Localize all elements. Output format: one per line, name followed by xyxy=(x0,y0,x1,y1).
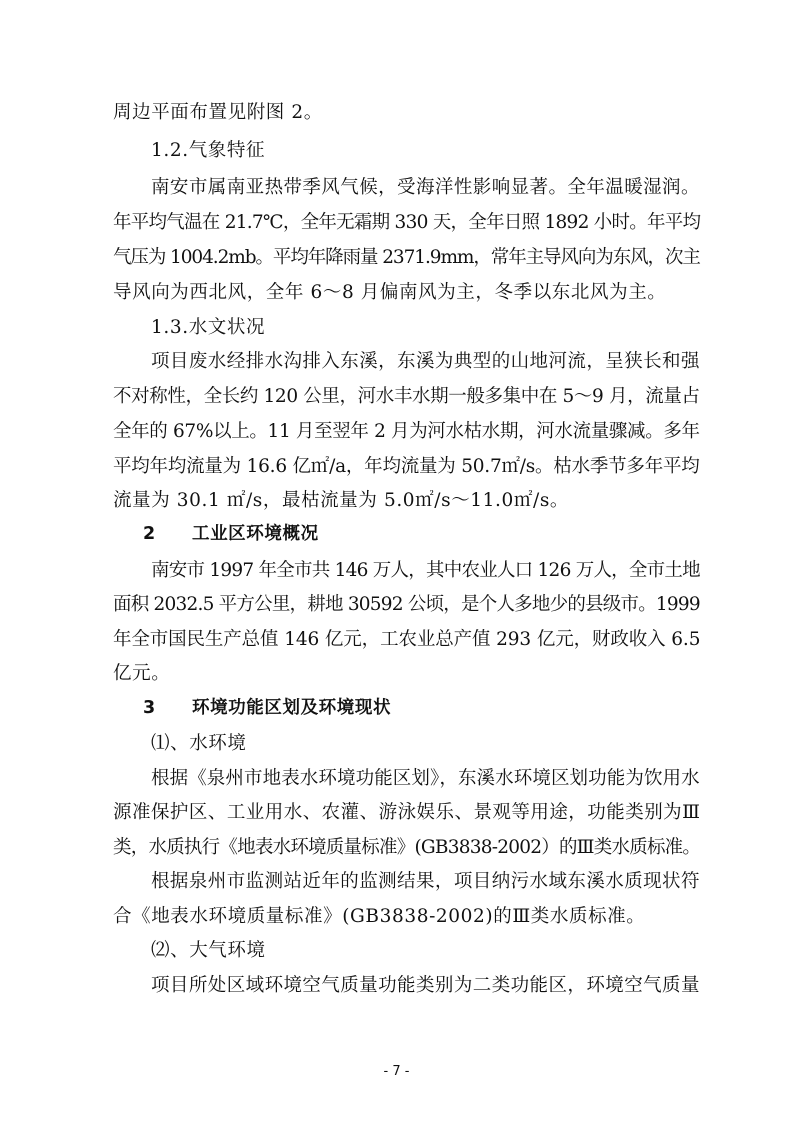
paragraph-line: 合《地表水环境质量标准》(GB3838-2002)的Ⅲ类水质标准。 xyxy=(113,906,646,927)
paragraph-line: 年全市国民生产总值 146 亿元，工农业总产值 293 亿元，财政收入 6.5 xyxy=(113,629,701,650)
section-heading-3: 3 环境功能区划及环境现状 xyxy=(143,698,392,718)
paragraph-line: 根据《泉州市地表水环境功能区划》，东溪水环境区划功能为饮用水 xyxy=(151,768,700,789)
section-heading-2: 2 工业区环境概况 xyxy=(143,524,319,544)
paragraph-line: 全年的 67%以上。11 月至翌年 2 月为河水枯水期，河水流量骤减。多年 xyxy=(113,421,700,442)
section-heading-1-2: 1.2.气象特征 xyxy=(151,140,266,161)
subsection-heading-air: ⑵、大气环境 xyxy=(151,940,266,961)
paragraph-line: 平均年均流量为 16.6 亿㎡/a，年均流量为 50.7㎡/s。枯水季节多年平均 xyxy=(113,456,700,477)
paragraph-line: 亿元。 xyxy=(113,663,171,684)
paragraph-line: 项目废水经排水沟排入东溪，东溪为典型的山地河流，呈狭长和强 xyxy=(151,351,700,372)
paragraph-line: 流量为 30.1 ㎡/s，最枯流量为 5.0㎡/s～11.0㎡/s。 xyxy=(113,490,570,511)
paragraph-line: 源准保护区、工业用水、农灌、游泳娱乐、景观等用途，功能类别为Ⅲ xyxy=(113,802,701,823)
page-number: - 7 - xyxy=(383,1064,410,1079)
paragraph-line: 根据泉州市监测站近年的监测结果，项目纳污水域东溪水质现状符 xyxy=(151,871,700,892)
paragraph-line: 南安市属南亚热带季风气候，受海洋性影响显著。全年温暖湿润。 xyxy=(151,177,700,198)
subsection-heading-water: ⑴、水环境 xyxy=(151,733,247,754)
paragraph-line: 气压为 1004.2mb。平均年降雨量 2371.9mm，常年主导风向为东风，次主 xyxy=(113,247,700,268)
paragraph-line: 不对称性，全长约 120 公里，河水丰水期一般多集中在 5～9 月，流量占 xyxy=(113,386,700,407)
paragraph-line: 南安市 1997 年全市共 146 万人，其中农业人口 126 万人，全市土地 xyxy=(151,560,700,581)
paragraph-line: 周边平面布置见附图 2。 xyxy=(113,102,323,123)
section-heading-1-3: 1.3.水文状况 xyxy=(151,317,266,338)
paragraph-line: 面积 2032.5 平方公里，耕地 30592 公顷，是个人多地少的县级市。1999 xyxy=(113,594,700,615)
paragraph-line: 项目所处区域环境空气质量功能类别为二类功能区，环境空气质量 xyxy=(151,975,700,996)
paragraph-line: 导风向为西北风，全年 6～8 月偏南风为主，冬季以东北风为主。 xyxy=(113,282,667,303)
paragraph-line: 年平均气温在 21.7℃，全年无霜期 330 天，全年日照 1892 小时。年平均 xyxy=(113,212,701,233)
paragraph-line: 类，水质执行《地表水环境质量标准》(GB3838-2002）的Ⅲ类水质标准。 xyxy=(113,837,701,858)
